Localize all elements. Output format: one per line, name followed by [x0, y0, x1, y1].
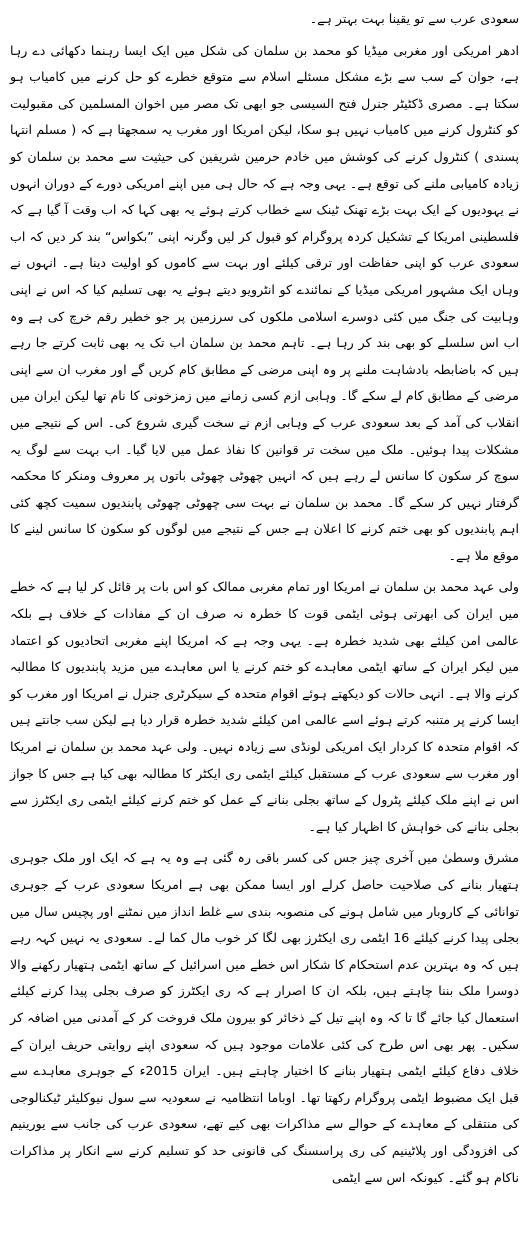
article-opening-line: سعودی عرب سے تو یقینا بہت بہتر ہے۔ [309, 11, 519, 26]
article-paragraph-3: مشرق وسطیٰ میں آخری چیز جس کی کسر باقی رہ گئی ہے وہ یہ ہے کہ ایک اور ملک جوہری ہتھیار بنانے کی صلاحیت حاصل کرلے اور ایسا ممکن بھی ہے امریکا سعودی عرب کے جوہری توانائی کے کاروبار میں شامل ہونے کی منصوبہ بندی سے غلط انداز میں نمٹنے اور پچیس سال میں بجلی پیدا کرنے کیلئے 16 ایٹمی ری ایکٹرز بھی لگا کر خوب مال کما لے۔ سعودی یہ نہیں کہہ رہے ہیں کہ وہ بہترین عدم استحکام کا شکار اس خطے میں اسرائیل کے ساتھ ایٹمی ہتھیار رکھنے والا دوسرا ملک بننا چاہتے ہیں، بلکہ ان کا اصرار ہے کہ ری ایکٹرز کو صرف بجلی پیدا کرنے کیلئے استعمال کیا جائے گا تا کہ وہ اپنے تیل کے ذخائر کو بیرون ملک فروخت کر کے آمدنی میں اضافہ کر سکیں۔ پھر بھی اس طرح کی کئی علامات موجود ہیں کہ سعودی اپنے روایتی حریف ایران کے خلاف دفاع کیلئے ایٹمی ہتھیار بنانے کا اختیار چاہتے ہیں۔ ایران 2015ء کے جوہری معاہدے سے قبل ایک مضبوط ایٹمی پروگرام رکھتا تھا۔ اوباما انتظامیہ نے سعودیہ سے سول نیوکلیئر ٹیکنالوجی کی منتقلی کے معاہدے کے حوالے سے مذاکرات بھی کیے تھے، سعودی عرب کی جانب سے یورینیم کی افزودگی اور پلاٹینیم کی ری پراسسنگ کی قانونی حد کو تسلیم کرنے سے انکار پر مذاکرات ناکام ہو گئے۔ کیونکہ اس سے ایٹمی [10, 850, 519, 1185]
article-paragraph-1: ادھر امریکی اور مغربی میڈیا کو محمد بن سلمان کی شکل میں ایک ایسا رہنما دکھائی دے رہا ہے، جوان کے سب سے بڑے مشکل مسئلے اسلام سے متوقع خطرے کو حل کرنے میں کامیاب ہو سکتا ہے۔ مصری ڈکٹیٹر جنرل فتح السیسی جو ابھی تک مصر میں اخوان المسلمین کی مقبولیت کو کنٹرول کرنے میں کامیاب نہیں ہو سکا، لیکن امریکا اور مغرب یہ سمجھتا ہے کہ ( مسلم انتہا پسندی ) کنٹرول کرنے کی کوشش میں خادم حرمین شریفین کی حیثیت سے محمد بن سلمان کو زیادہ کامیابی ملنے کی توقع ہے۔ یہی وجہ ہے کہ حال ہی میں اپنے امریکی دورے کے دوران انہوں نے یہودیوں کے ایک بہت بڑے تھنک ٹینک سے خطاب کرتے ہوئے یہ بھی کہا کہ اب وقت آ گیا ہے کہ فلسطینی امریکا کے تشکیل کردہ پروگرام کو قبول کر لیں وگرنہ اپنی ”بکواس“ بند کر دیں کہ اب سعودی عرب کو اپنی حفاظت اور ترقی کیلئے اور بہت سے کاموں کو اولیت دینا ہے۔ انہوں نے وہاں ایک مشہور امریکی میڈیا کے نمائندے کو انٹرویو دیتے ہوئے یہ بھی تسلیم کیا کہ اس نے اپنی وہابیت کی جنگ میں کئی دوسرے اسلامی ملکوں کی سرزمین پر جو خطیر رقم خرچ کی ہے وہ اب اس سلسلے کو بھی بند کر رہا ہے۔ تاہم محمد بن سلمان اب تک یہ بھی ثابت کرتے جا رہے ہیں کہ باضابطہ بادشاہت ملنے پر وہ اپنی مرضی کے مطابق کام کریں گے اور مغرب ان سے اپنی مرضی کے مطابق کام لے سکے گا۔ وہابی ازم کسی زمانے میں زمزخونی کا نام تھا لیکن ایران میں انقلاب کی آمد کے بعد سعودی عرب کے وہابی ازم نے سخت گیری شروع کی۔ اس کے نتیجے میں مشکلات پیدا ہوئیں۔ ملک میں سخت تر قوانین کا نفاذ عمل میں لایا گیا۔ اب بہت سے لوگ یہ سوچ کر سکون کا سانس لے رہے ہیں کہ انہیں چھوٹی چھوٹی باتوں پر معروف ومنکر کا محکمہ گرفتار نہیں کر سکے گا۔ محمد بن سلمان نے بہت سی چھوٹی چھوٹی پابندیوں سمیت کچھ کئی اہم پابندیوں کو بھی ختم کرنے کا اعلان ہے جس کے نتیجے میں لوگوں کو سکون کا سانس لینے کا موقع ملا ہے۔ [10, 42, 519, 563]
article-paragraph-2: ولی عہد محمد بن سلمان نے امریکا اور تمام مغربی ممالک کو اس بات پر قائل کر لیا ہے کہ خطے میں ایران کی ابھرتی ہوئی ایٹمی قوت کا خطرہ نہ صرف ان کے مفادات کے خلاف ہے بلکہ عالمی امن کیلئے بھی شدید خطرہ ہے۔ یہی وجہ ہے کہ امریکا اپنے مغربی اتحادیوں کو اعتماد میں لیکر ایران کے ساتھ ایٹمی معاہدے کو ختم کرنے یا اس معاہدے میں مزید پابندیوں کا مطالبہ کرنے والا ہے۔ انہی حالات کو دیکھتے ہوئے اقوام متحدہ کے سیکرٹری جنرل نے امریکا اور مغرب کو ایسا کرنے پر متنبہ کرتے ہوئے اسے عالمی امن کیلئے شدید خطرہ قرار دیا ہے لیکن سب جانتے ہیں کہ اقوام متحدہ کا کردار ایک امریکی لونڈی سے زیادہ نہیں۔ ولی عہد محمد بن سلمان نے امریکا اور مغرب سے سعودی عرب کے مستقبل کیلئے ایٹمی ری ایکٹر کا مطالبہ بھی کیا ہے جس کا جواز اس نے اپنے ملک کیلئے پٹرول کے ساتھ بجلی بنانے کے عمل کو ختم کرنے کیلئے ایٹمی ری ایکٹرز سے بجلی بنانے کی خواہش کا اظہار کیا ہے۔ [10, 579, 519, 834]
